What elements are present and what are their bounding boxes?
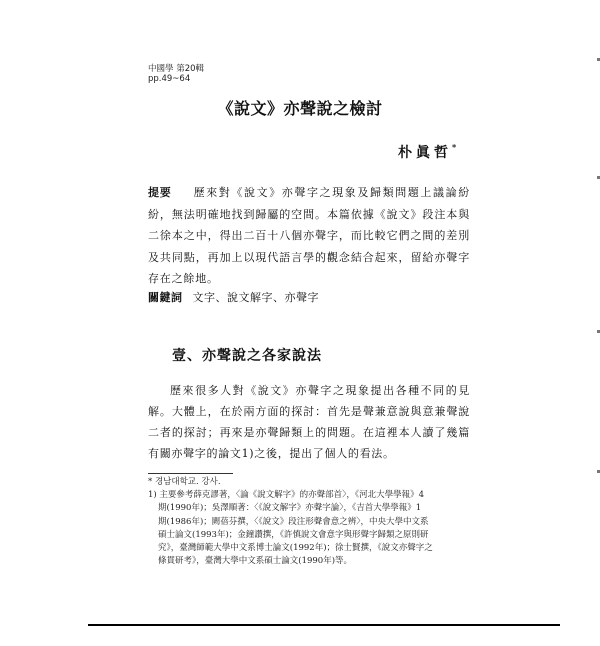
abstract-label: 提要 xyxy=(148,186,172,199)
section-heading: 壹、亦聲說之各家說法 xyxy=(172,348,322,364)
footnote-line: 究》，臺灣師範大學中文系博士論文(1992年)；徐士賢撰，《說文亦聲字之 xyxy=(158,543,433,554)
author-line xyxy=(398,142,456,162)
journal-header xyxy=(148,64,204,84)
keywords xyxy=(148,290,319,306)
author-footnote-mark: * xyxy=(452,142,457,152)
footnote-line: 期(1986年)；闕蓓芬撰，〈《說文》段注形聲會意之辨〉，中央大學中文系 xyxy=(158,516,429,527)
keywords-label: 關鍵詞 xyxy=(148,291,183,304)
footnote-line: 期(1990年)；吳澤順著：〈《說文解字》亦聲字論〉，《吉首大學學報》1 xyxy=(158,503,422,514)
journal-name: 中國學 第20輯 xyxy=(148,64,205,74)
abstract xyxy=(148,182,470,290)
footnote-line: 碩士論文(1993年)；金鐘讚撰，《許慎說文會意字與形聲字歸類之原則研 xyxy=(158,529,429,540)
journal-pages: pp.49~64 xyxy=(148,74,191,84)
footnote-divider xyxy=(148,473,233,474)
footnote-affiliation: * 경남대학교. 강사. xyxy=(148,477,221,487)
keywords-text: 文字、說文解字、亦聲字 xyxy=(192,291,319,304)
body-paragraph: 歷來很多人對《說文》亦聲字之現象提出各種不同的見解。大體上，在於兩方面的探討：首先是聲兼意說與意兼聲說二者的探討；再來是亦聲歸類上的問題。在這裡本人讀了幾篇有關亦聲字的論文1)之後，提出了個人的看法。 xyxy=(148,384,470,460)
abstract-text: 歷來對《說文》亦聲字之現象及歸類問題上議論紛紛，無法明確地找到歸屬的空間。本篇依據《說文》段注本與二徐本之中，得出二百十八個亦聲字，而比較它們之間的差別及共同點，再加上以現代語言學的觀念結合起來，留給亦聲字存在之餘地。 xyxy=(148,186,470,285)
footnote-line: 1) 主要參考薛克謬著，〈論《說文解字》的亦聲部首〉，《河北大學學報》4 xyxy=(148,490,425,501)
footnotes xyxy=(148,476,478,568)
paper-title: 《說文》亦聲說之檢討 xyxy=(217,99,383,118)
page-bottom-rule xyxy=(88,624,560,626)
footnote-line: 條貫研考》，臺灣大學中文系碩士論文(1990年)等。 xyxy=(158,556,353,567)
author-name: 朴眞哲 xyxy=(398,145,452,161)
